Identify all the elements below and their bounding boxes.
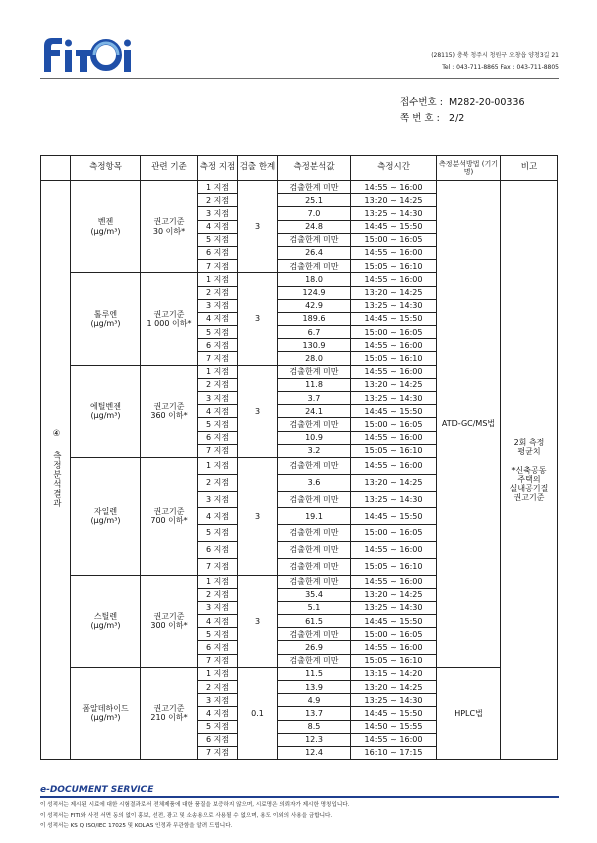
- time-cell: 13:20 ~ 14:25: [351, 194, 437, 207]
- item-name-cell: [71, 457, 141, 575]
- page-number: 2/2: [449, 113, 465, 124]
- value-cell: 8.5: [278, 720, 351, 733]
- point-cell: 4 지점: [198, 615, 238, 628]
- standard-line: 권고기준: [153, 611, 185, 621]
- point-cell: 1 지점: [198, 181, 238, 194]
- section-label: [41, 181, 71, 760]
- point-cell: 2 지점: [198, 681, 238, 694]
- standard-cell: [141, 575, 198, 667]
- value-cell: 35.4: [278, 588, 351, 601]
- time-cell: 14:55 ~ 16:00: [351, 273, 437, 286]
- time-cell: 14:55 ~ 16:00: [351, 575, 437, 588]
- value-cell: 검출한계 미만: [278, 575, 351, 588]
- value-cell: 4.9: [278, 694, 351, 707]
- point-cell: 4 지점: [198, 405, 238, 418]
- footer-service-title: e-DOCUMENT SERVICE: [40, 785, 154, 795]
- value-cell: 검출한계 미만: [278, 233, 351, 246]
- company-address: [431, 50, 559, 74]
- section-header-blank: [41, 156, 71, 181]
- footer-note: 이 성적서는 FITI와 사전 서면 동의 없이 홍보, 선전, 광고 및 소송용으로 사용될 수 없으며, 용도 이외의 사용을 금합니다.: [40, 812, 333, 819]
- time-cell: 14:55 ~ 16:00: [351, 365, 437, 378]
- standard-cell: [141, 457, 198, 575]
- time-cell: 15:05 ~ 16:10: [351, 352, 437, 365]
- time-cell: 14:45 ~ 15:50: [351, 220, 437, 233]
- value-cell: 7.0: [278, 207, 351, 220]
- value-cell: 189.6: [278, 312, 351, 325]
- value-cell: 11.8: [278, 378, 351, 391]
- value-cell: 검출한계 미만: [278, 418, 351, 431]
- value-cell: 13.9: [278, 681, 351, 694]
- method-hplc-cell: HPLC법: [437, 667, 501, 759]
- point-cell: 6 지점: [198, 246, 238, 259]
- point-cell: 3 지점: [198, 601, 238, 614]
- value-cell: 24.1: [278, 405, 351, 418]
- standard-line: 권고기준: [153, 704, 185, 714]
- point-cell: 3 지점: [198, 207, 238, 220]
- item-name: 톨루엔: [93, 309, 118, 319]
- time-cell: 14:50 ~ 15:55: [351, 720, 437, 733]
- point-cell: 2 지점: [198, 588, 238, 601]
- contact-line: Tel : 043-711-8865 Fax : 043-711-8805: [442, 64, 559, 71]
- value-cell: 24.8: [278, 220, 351, 233]
- item-name: 자일렌: [93, 507, 118, 517]
- limit-cell: 0.1: [238, 667, 278, 759]
- header-divider: [40, 78, 559, 79]
- point-cell: 6 지점: [198, 541, 238, 558]
- item-name-cell: [71, 667, 141, 759]
- point-cell: 2 지점: [198, 474, 238, 491]
- point-cell: 3 지점: [198, 392, 238, 405]
- point-cell: 1 지점: [198, 457, 238, 474]
- item-unit: (μg/m³): [90, 713, 121, 723]
- item-name: 벤젠: [97, 217, 114, 227]
- point-cell: 3 지점: [198, 299, 238, 312]
- point-cell: 7 지점: [198, 260, 238, 273]
- time-cell: 13:20 ~ 14:25: [351, 681, 437, 694]
- results-table: [40, 155, 558, 760]
- point-cell: 5 지점: [198, 720, 238, 733]
- value-cell: 6.7: [278, 326, 351, 339]
- time-cell: 16:10 ~ 17:15: [351, 746, 437, 759]
- time-cell: 15:05 ~ 16:10: [351, 444, 437, 457]
- point-cell: 3 지점: [198, 694, 238, 707]
- time-cell: 15:00 ~ 16:05: [351, 525, 437, 542]
- note-cell: [501, 181, 558, 760]
- value-cell: 검출한계 미만: [278, 628, 351, 641]
- point-cell: 5 지점: [198, 628, 238, 641]
- standard-value: 210 이하*: [150, 713, 188, 723]
- time-cell: 15:00 ~ 16:05: [351, 418, 437, 431]
- point-cell: 1 지점: [198, 667, 238, 680]
- value-cell: 검출한계 미만: [278, 654, 351, 667]
- header-limit: 검출 한계: [238, 156, 278, 181]
- point-cell: 1 지점: [198, 273, 238, 286]
- note-line: 권고기준: [513, 493, 545, 503]
- value-cell: 검출한계 미만: [278, 541, 351, 558]
- limit-cell: 3: [238, 457, 278, 575]
- point-cell: 4 지점: [198, 312, 238, 325]
- limit-cell: 3: [238, 575, 278, 667]
- time-cell: 15:00 ~ 16:05: [351, 326, 437, 339]
- fiti-logo: [40, 32, 136, 74]
- point-cell: 7 지점: [198, 352, 238, 365]
- value-cell: 12.4: [278, 746, 351, 759]
- item-unit: (μg/m³): [90, 516, 121, 526]
- time-cell: 14:55 ~ 16:00: [351, 431, 437, 444]
- standard-value: 360 이하*: [150, 411, 188, 421]
- standard-cell: [141, 667, 198, 759]
- note-spacer: [501, 456, 557, 466]
- value-cell: 12.3: [278, 733, 351, 746]
- item-name-cell: [71, 273, 141, 365]
- header-method: 측정분석방법 (기기명): [437, 156, 501, 181]
- time-cell: 14:55 ~ 16:00: [351, 181, 437, 194]
- note-line: 실내공기질: [509, 484, 549, 494]
- item-name-cell: [71, 181, 141, 273]
- item-name-cell: [71, 575, 141, 667]
- value-cell: 검출한계 미만: [278, 558, 351, 575]
- page-number-label: 쪽 번 호 :: [400, 113, 440, 124]
- time-cell: 14:55 ~ 16:00: [351, 339, 437, 352]
- standard-line: 권고기준: [153, 217, 185, 227]
- address-line: (28115) 충북 청주시 청원구 오창읍 양청3길 21: [431, 52, 559, 59]
- note-line: *신축공동: [511, 465, 547, 475]
- standard-value: 700 이하*: [150, 516, 188, 526]
- time-cell: 13:25 ~ 14:30: [351, 491, 437, 508]
- standard-line: 권고기준: [153, 507, 185, 517]
- time-cell: 14:45 ~ 15:50: [351, 508, 437, 525]
- value-cell: 18.0: [278, 273, 351, 286]
- time-cell: 13:25 ~ 14:30: [351, 392, 437, 405]
- time-cell: 14:55 ~ 16:00: [351, 641, 437, 654]
- value-cell: 28.0: [278, 352, 351, 365]
- section-label-text: ④ 측정분석결과: [51, 429, 62, 509]
- standard-cell: [141, 181, 198, 273]
- header-item: 측정항목: [71, 156, 141, 181]
- value-cell: 3.2: [278, 444, 351, 457]
- time-cell: 13:25 ~ 14:30: [351, 601, 437, 614]
- point-cell: 3 지점: [198, 491, 238, 508]
- standard-cell: [141, 365, 198, 457]
- item-name-cell: [71, 365, 141, 457]
- point-cell: 6 지점: [198, 733, 238, 746]
- value-cell: 13.7: [278, 707, 351, 720]
- header-value: 측정분석값: [278, 156, 351, 181]
- point-cell: 7 지점: [198, 654, 238, 667]
- value-cell: 검출한계 미만: [278, 457, 351, 474]
- standard-value: 30 이하*: [152, 226, 186, 236]
- value-cell: 검출한계 미만: [278, 260, 351, 273]
- value-cell: 3.7: [278, 392, 351, 405]
- value-cell: 25.1: [278, 194, 351, 207]
- time-cell: 14:45 ~ 15:50: [351, 312, 437, 325]
- point-cell: 4 지점: [198, 220, 238, 233]
- note-line: 평균치: [517, 446, 541, 456]
- time-cell: 13:20 ~ 14:25: [351, 378, 437, 391]
- standard-line: 권고기준: [153, 402, 185, 412]
- point-cell: 4 지점: [198, 508, 238, 525]
- time-cell: 13:20 ~ 14:25: [351, 588, 437, 601]
- time-cell: 14:55 ~ 16:00: [351, 733, 437, 746]
- time-cell: 15:05 ~ 16:10: [351, 260, 437, 273]
- time-cell: 13:20 ~ 14:25: [351, 286, 437, 299]
- time-cell: 14:55 ~ 16:00: [351, 457, 437, 474]
- value-cell: 124.9: [278, 286, 351, 299]
- header-point: 측정 지점: [198, 156, 238, 181]
- item-name: 에틸벤젠: [90, 402, 121, 412]
- value-cell: 5.1: [278, 601, 351, 614]
- value-cell: 26.9: [278, 641, 351, 654]
- time-cell: 13:25 ~ 14:30: [351, 299, 437, 312]
- value-cell: 42.9: [278, 299, 351, 312]
- time-cell: 14:45 ~ 15:50: [351, 405, 437, 418]
- value-cell: 검출한계 미만: [278, 181, 351, 194]
- time-cell: 14:55 ~ 16:00: [351, 246, 437, 259]
- header-time: 측정시간: [351, 156, 437, 181]
- point-cell: 7 지점: [198, 444, 238, 457]
- point-cell: 5 지점: [198, 525, 238, 542]
- point-cell: 7 지점: [198, 746, 238, 759]
- point-cell: 1 지점: [198, 365, 238, 378]
- item-unit: (μg/m³): [90, 411, 121, 421]
- item-unit: (μg/m³): [90, 226, 121, 236]
- footer-divider: [40, 796, 559, 798]
- time-cell: 14:45 ~ 15:50: [351, 615, 437, 628]
- table-header-row: [41, 156, 558, 181]
- value-cell: 10.9: [278, 431, 351, 444]
- method-vocs-cell: ATD-GC/MS법: [437, 181, 501, 668]
- header-standard: 관련 기준: [141, 156, 198, 181]
- receipt-number-label: 접수번호 :: [400, 97, 443, 108]
- standard-value: 300 이하*: [150, 621, 188, 631]
- standard-cell: [141, 273, 198, 365]
- point-cell: 4 지점: [198, 707, 238, 720]
- receipt-number: M282-20-00336: [449, 97, 525, 108]
- point-cell: 2 지점: [198, 378, 238, 391]
- receipt-info: [400, 95, 525, 127]
- point-cell: 1 지점: [198, 575, 238, 588]
- note-line: 주택의: [517, 475, 541, 485]
- note-line: 2회 측정: [513, 437, 545, 447]
- item-name: 스틸렌: [93, 611, 118, 621]
- time-cell: 15:05 ~ 16:10: [351, 654, 437, 667]
- limit-cell: 3: [238, 181, 278, 273]
- point-cell: 2 지점: [198, 194, 238, 207]
- value-cell: 61.5: [278, 615, 351, 628]
- point-cell: 6 지점: [198, 641, 238, 654]
- standard-value: 1 000 이하*: [146, 318, 192, 328]
- value-cell: 검출한계 미만: [278, 365, 351, 378]
- time-cell: 15:00 ~ 16:05: [351, 233, 437, 246]
- footer-notes: [40, 800, 349, 832]
- item-name: 폼알데하이드: [82, 704, 129, 714]
- value-cell: 26.4: [278, 246, 351, 259]
- table-row: [41, 181, 558, 194]
- limit-cell: 3: [238, 365, 278, 457]
- point-cell: 6 지점: [198, 339, 238, 352]
- time-cell: 13:15 ~ 14:20: [351, 667, 437, 680]
- time-cell: 14:45 ~ 15:50: [351, 707, 437, 720]
- time-cell: 13:20 ~ 14:25: [351, 474, 437, 491]
- table-row: [41, 667, 558, 680]
- point-cell: 5 지점: [198, 326, 238, 339]
- point-cell: 2 지점: [198, 286, 238, 299]
- value-cell: 130.9: [278, 339, 351, 352]
- point-cell: 5 지점: [198, 233, 238, 246]
- point-cell: 5 지점: [198, 418, 238, 431]
- value-cell: 19.1: [278, 508, 351, 525]
- footer-note: 이 성적서는 제시된 시료에 대한 시험결과로서 전체제품에 대한 품질을 보증하지 않으며, 시료명은 의뢰자가 제시한 명칭입니다.: [40, 802, 350, 808]
- time-cell: 15:00 ~ 16:05: [351, 628, 437, 641]
- item-unit: (μg/m³): [90, 621, 121, 631]
- value-cell: 검출한계 미만: [278, 525, 351, 542]
- time-cell: 15:05 ~ 16:10: [351, 558, 437, 575]
- point-cell: 7 지점: [198, 558, 238, 575]
- value-cell: 3.6: [278, 474, 351, 491]
- item-unit: (μg/m³): [90, 318, 121, 328]
- point-cell: 6 지점: [198, 431, 238, 444]
- footer-note: 이 성적서는 KS Q ISO/IEC 17025 및 KOLAS 인정과 무관함을 알려 드립니다.: [40, 823, 233, 829]
- value-cell: 11.5: [278, 667, 351, 680]
- limit-cell: 3: [238, 273, 278, 365]
- header-note: 비고: [501, 156, 558, 181]
- value-cell: 검출한계 미만: [278, 491, 351, 508]
- time-cell: 14:55 ~ 16:00: [351, 541, 437, 558]
- time-cell: 13:25 ~ 14:30: [351, 694, 437, 707]
- standard-line: 권고기준: [153, 309, 185, 319]
- time-cell: 13:25 ~ 14:30: [351, 207, 437, 220]
